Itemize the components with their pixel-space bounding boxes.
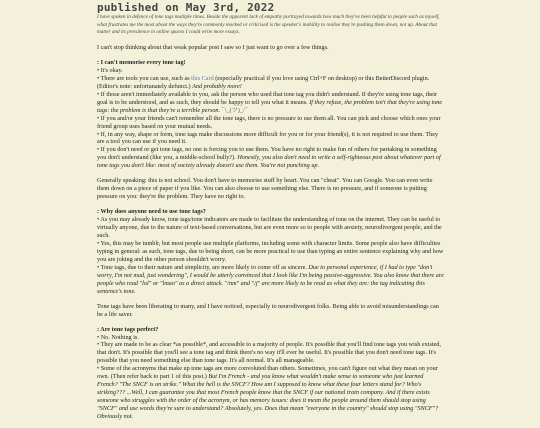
post-content: [97, 44, 444, 428]
bullet-line: [97, 341, 444, 365]
italic-aside: And probably more!: [192, 82, 242, 90]
shrug-emoticon: ¯\_(ツ)_/¯: [220, 106, 248, 114]
post-intro: I have spoken in defence of tone tags multiple times. Beside the apparent lack of empathy portrayed towards how much they've been helpful to people such as myself, what frustrates me the most about the ways they're commonly mocked or criticised is the speaker's inability to realise they're pushing them down, not up. About that matter and its prevalence in online spaces I could write more essays.: [97, 14, 440, 36]
bullet-text: • There are tools you can use, such as: [97, 74, 192, 82]
bullet-text: • They are made to be as clear *as possible*, and accessible to a majority of people. It's possible that you'll find tone tags you wish existed, that don't. It's possible that you'll see a tone tag and think there's no way it'll ever be useful. It's possible that you don't need tone tags. It's possible that you need something else than tone tags. It's all normal. It's all manageable.: [97, 341, 441, 365]
bullet-line: [97, 216, 444, 240]
bullet-text: • No. Nothing is.: [97, 333, 139, 341]
bullet-line: [97, 75, 444, 91]
bullet-text: • If you don't need or get tone tags, no one is forcing you to use them. You have no right to make fun of others for partaking in something you don't understand (like you, a middle-school bully?).: [97, 146, 437, 162]
post-date-title: published on May 3rd, 2022: [97, 1, 275, 14]
italic-aside: If they refuse, the problem isn't that they're using tone tags: the problem is that they're a terrible person.: [97, 98, 443, 114]
bullet-text: • If you and/or your friends can't remember all the tone tags, there is no pressure to use them all. You can pick and choose which ones your friend group uses based on your mutual needs.: [97, 114, 441, 130]
bullet-text: • If, in any way, shape or form, tone tags make discussions more difficult for you or for your friend(s), it is not required to use them. They are a tool you can use if you need it.: [97, 130, 439, 146]
faq-section: [97, 208, 444, 295]
faq-section: [97, 59, 444, 170]
bullet-line: [97, 131, 444, 147]
card-link[interactable]: this Card: [191, 74, 214, 82]
section-question: : Are tone tags perfect?: [97, 325, 159, 333]
bullet-line: [97, 240, 444, 264]
bullet-line: [97, 365, 444, 421]
bullet-text: • As you may already know, tone tags/tone indicators are made to facilitate the understanding of tone on the internet. They can be useful to virtually anyone, due to the nature of text-based conversations, but are even more so to people with anxiety, neurodivergent people, and the such.: [97, 216, 442, 240]
bullet-line: [97, 334, 444, 342]
bullet-line: [97, 264, 444, 296]
bullet-line: [97, 146, 444, 170]
body-paragraph: Tone tags have been liberating to many, and I have noticed, especially to neurodivergent folks. Being able to avoid misunderstandings can be a life saver.: [97, 302, 439, 318]
bullet-line: [97, 115, 444, 131]
body-paragraph: Generally speaking: this is not school. You don't have to memorise stuff by heart. You can "cheat". You can Google. You can even write them down on a piece of paper if you like. You can also choose to use something else. There is no pressure, and if someone is putting pressure on you: they're the problem. They have no right to.: [97, 177, 433, 201]
bullet-text: • It's okay.: [97, 66, 123, 74]
bullet-text: • Yes, this may be tumblr, but most people use multiple platforms, including some with character limits. Some people also have difficulties typing in general: as such, tone tags, due to being short, can be more practical to use than typing an entire sentence explaining why and how you are joking and the other person shouldn't worry.: [97, 239, 444, 263]
section-question: : I can't memorise every tone tag!: [97, 58, 186, 66]
lead-paragraph: I can't stop thinking about that weak popular post I saw so I just want to go over a few things.: [97, 44, 329, 51]
section-question: : Why does anyone need to use tone tags?: [97, 208, 206, 216]
italic-aside: Honestly, you also don't need to write a self-righteous post about whatever part of tone tags you don't like: most of society already doesn't use them. You're not punching up.: [97, 154, 441, 170]
bullet-line: [97, 91, 444, 115]
bullet-text: • If those aren't immediately available to you, ask the person who used that tone tag you didn't understand. If they're using tone tags, their goal is to be understood, and as such, they should be happy to tell you what it means.: [97, 90, 438, 106]
bullet-text: • Some of the acronyms that make up tone tags are more convoluted than others. Sometimes, you can't figure out what they mean on your own. (Then refer back to part 1 of this post.): [97, 365, 438, 381]
bullet-line: [97, 67, 444, 75]
bullet-text: • Tone tags, due to their nature and simplicity, are more likely to come off as sincere.: [97, 263, 309, 271]
bullet-text-after-link: (especially practical if you love using Ctrl+F on desktop) or this BetterDiscord plugin. (Editor's note: unfortunately defunct.): [97, 74, 430, 90]
italic-aside: But I'm French - and you know what wouldn't make sense to someone who just learned French? "The SNCF is on strike." What the hell is the SNCF? How am I supposed to know what these four letters stand for? Who's striking??? ...Well, I can guarantee you that most French people know that the SNCF if our national train company. And if there exists someone who struggles with the order of the acronym, or has memory issues: does it mean the people around them should stop using "SNCF" and use words they're sure to understand? Absolutely, yes. Does that mean "everyone in the country" should stop using "SNCF"? Obviously not.: [97, 373, 439, 421]
italic-aside: Due to personal experience, if I had to type "don't worry, I'm not mad, just wondering", I would be utterly convinced that I look like I'm being passive-aggressive. You also know that there are people who read "lol" or "lmao" as a direct attack. "/nm" and "/j" are more likely to be read as what they are: the tag indicating this sentence's tone.: [97, 263, 444, 295]
faq-section: [97, 326, 444, 421]
